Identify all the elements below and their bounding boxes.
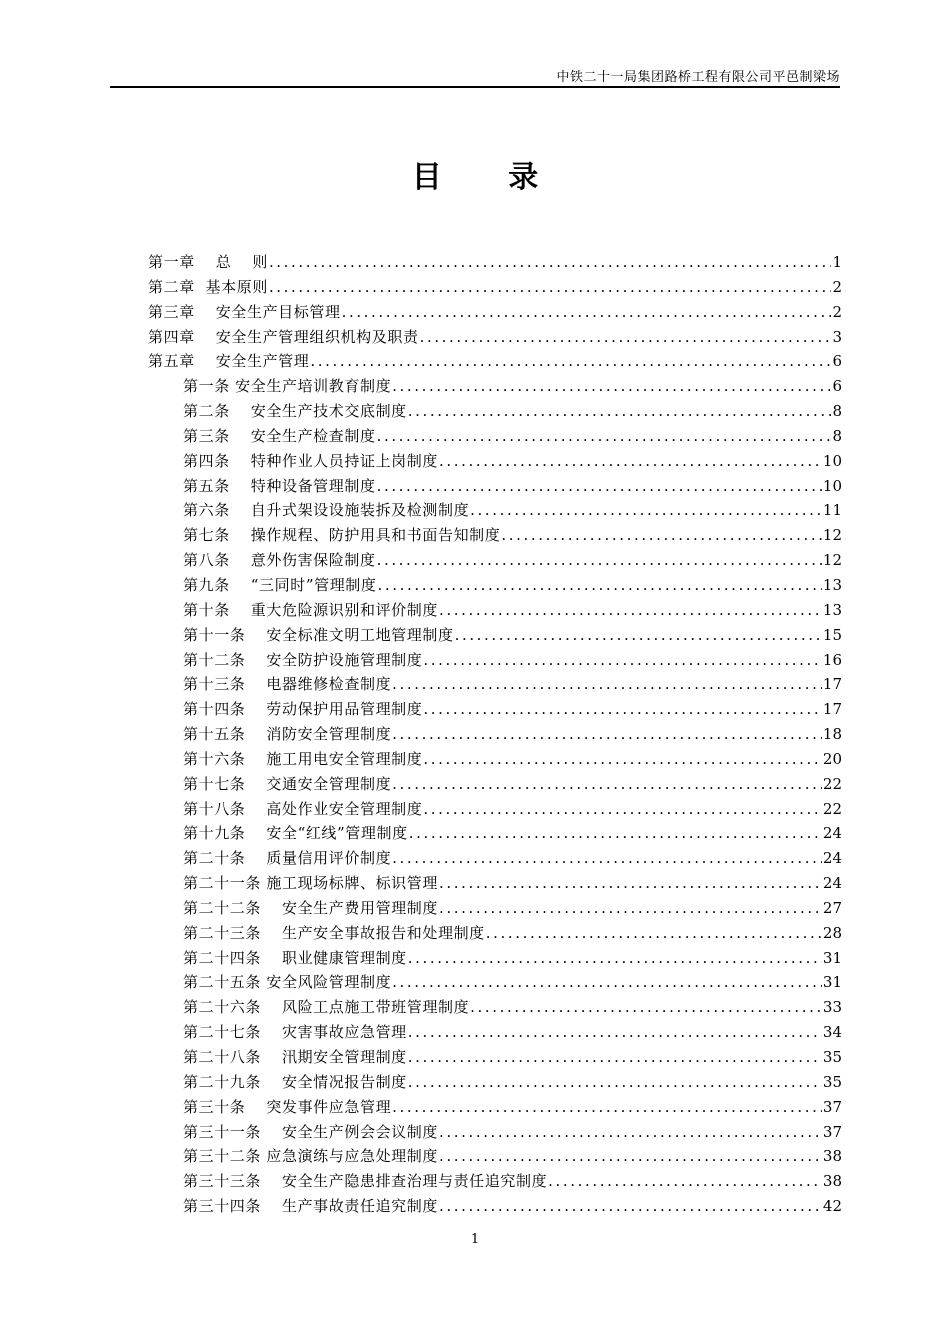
toc-entry-label: 第十条 重大危险源识别和评价制度 — [183, 600, 438, 619]
toc-entry-label: 第十四条 劳动保护用品管理制度 — [183, 700, 423, 719]
toc-entry-label: 第十二条 安全防护设施管理制度 — [183, 650, 423, 669]
toc-entry-page: 1 — [832, 253, 842, 271]
toc-entry[interactable] — [148, 673, 842, 698]
toc-entry-page: 22 — [822, 774, 842, 793]
toc-entry[interactable] — [148, 574, 842, 599]
toc-entry-page: 3 — [832, 327, 842, 346]
toc-entry[interactable] — [148, 748, 842, 773]
header-company-name: 中铁二十一局集团路桥工程有限公司平邑制梁场 — [556, 70, 840, 85]
toc-entry-label: 第十九条 安全“红线”管理制度 — [183, 824, 408, 843]
toc-entry-page: 37 — [822, 1122, 842, 1141]
toc-dot-leader — [470, 501, 822, 519]
toc-entry-label: 第三十四条 生产事故责任追究制度 — [183, 1197, 438, 1216]
toc-entry[interactable] — [148, 1046, 842, 1071]
toc-dot-leader — [377, 427, 832, 445]
toc-entry-page: 17 — [822, 700, 842, 719]
toc-entry-label: 第九条 “三同时”管理制度 — [183, 575, 377, 594]
toc-entry-label: 第十五条 消防安全管理制度 — [183, 725, 392, 744]
toc-dot-leader — [439, 601, 822, 619]
toc-entry-label: 第三十二条 应急演练与应急处理制度 — [183, 1147, 438, 1166]
toc-entry-label: 第三十条 突发事件应急管理 — [183, 1097, 392, 1116]
toc-dot-leader — [423, 700, 822, 718]
toc-dot-leader — [408, 402, 832, 420]
toc-entry[interactable] — [148, 624, 842, 649]
toc-entry[interactable] — [148, 301, 842, 326]
toc-dot-leader — [439, 1147, 822, 1165]
table-of-contents — [148, 251, 842, 1220]
toc-dot-leader — [269, 278, 832, 296]
toc-entry-label: 第五章 安全生产管理 — [148, 352, 310, 371]
toc-entry-page: 12 — [822, 551, 842, 570]
toc-entry-page: 12 — [822, 526, 842, 545]
toc-entry[interactable] — [148, 872, 842, 897]
toc-entry[interactable] — [148, 822, 842, 847]
toc-dot-leader — [439, 1123, 822, 1141]
toc-entry-page: 35 — [822, 1048, 842, 1066]
toc-entry-label: 第二十五条 安全风险管理制度 — [183, 973, 392, 992]
toc-entry-label: 第一章 总 则 — [148, 253, 268, 271]
toc-entry-label: 第六条 自升式架设设施装拆及检测制度 — [183, 501, 470, 520]
toc-entry-label: 第十一条 安全标准文明工地管理制度 — [183, 625, 454, 644]
toc-dot-leader — [392, 849, 822, 867]
toc-dot-leader — [423, 651, 822, 669]
toc-entry[interactable] — [148, 475, 842, 500]
toc-dot-leader — [377, 477, 822, 495]
toc-entry-label: 第二十一条 施工现场标牌、标识管理 — [183, 874, 438, 893]
toc-entry-label: 第三章 安全生产目标管理 — [148, 302, 341, 321]
toc-entry-label: 第二十八条 汛期安全管理制度 — [183, 1048, 407, 1066]
toc-entry[interactable] — [148, 698, 842, 723]
toc-entry[interactable] — [148, 1170, 842, 1195]
toc-entry[interactable] — [148, 251, 842, 276]
toc-entry-page: 24 — [822, 849, 842, 868]
toc-entry-label: 第二十三条 生产安全事故报告和处理制度 — [183, 923, 485, 942]
toc-entry-page: 24 — [822, 824, 842, 843]
toc-entry[interactable] — [148, 375, 842, 400]
toc-entry[interactable] — [148, 897, 842, 922]
toc-entry-page: 10 — [822, 476, 842, 495]
toc-dot-leader — [423, 800, 822, 818]
toc-entry-label: 第十七条 交通安全管理制度 — [183, 774, 392, 793]
toc-entry-label: 第一条 安全生产培训教育制度 — [183, 377, 392, 396]
toc-entry-page: 38 — [822, 1147, 842, 1166]
toc-dot-leader — [439, 1197, 822, 1215]
toc-entry[interactable] — [148, 1021, 842, 1046]
toc-entry-page: 15 — [822, 625, 842, 644]
toc-entry-page: 6 — [832, 352, 842, 371]
toc-dot-leader — [439, 874, 822, 892]
toc-entry[interactable] — [148, 947, 842, 972]
toc-entry-page: 13 — [822, 575, 842, 594]
toc-entry-label: 第十六条 施工用电安全管理制度 — [183, 749, 423, 768]
toc-entry[interactable] — [148, 425, 842, 450]
toc-entry-page: 6 — [832, 377, 842, 396]
toc-entry[interactable] — [148, 996, 842, 1021]
toc-entry-label: 第八条 意外伤害保险制度 — [183, 551, 376, 570]
toc-entry-label: 第七条 操作规程、防护用具和书面告知制度 — [183, 526, 501, 545]
toc-dot-leader — [377, 551, 822, 569]
toc-entry-page: 31 — [822, 948, 842, 967]
toc-entry[interactable] — [148, 971, 842, 996]
toc-entry-label: 第二十四条 职业健康管理制度 — [183, 948, 407, 967]
toc-dot-leader — [392, 1098, 822, 1116]
toc-entry[interactable] — [148, 1096, 842, 1121]
toc-entry-page: 37 — [822, 1097, 842, 1116]
toc-entry[interactable] — [148, 350, 842, 375]
toc-entry-label: 第二十九条 安全情况报告制度 — [183, 1072, 407, 1091]
toc-entry-page: 20 — [822, 749, 842, 768]
header-divider — [110, 86, 840, 88]
toc-dot-leader — [342, 303, 832, 321]
toc-entry-label: 第十三条 电器维修检查制度 — [183, 675, 392, 694]
toc-dot-leader — [392, 775, 822, 793]
toc-entry[interactable] — [148, 599, 842, 624]
toc-entry-label: 第三条 安全生产检查制度 — [183, 426, 376, 445]
toc-entry-label: 第四条 特种作业人员持证上岗制度 — [183, 451, 438, 470]
toc-entry-page: 24 — [822, 874, 842, 893]
toc-entry-label: 第二十六条 风险工点施工带班管理制度 — [183, 998, 470, 1017]
toc-dot-leader — [408, 1073, 822, 1091]
toc-entry[interactable] — [148, 1145, 842, 1170]
toc-entry[interactable] — [148, 723, 842, 748]
toc-entry-page: 38 — [822, 1172, 842, 1191]
toc-entry-page: 42 — [822, 1197, 842, 1216]
toc-dot-leader — [439, 899, 822, 917]
toc-entry-page: 13 — [822, 600, 842, 619]
toc-dot-leader — [392, 675, 822, 693]
toc-entry-page: 2 — [832, 277, 842, 296]
toc-entry[interactable] — [148, 798, 842, 823]
toc-entry-label: 第四章 安全生产管理组织机构及职责 — [148, 327, 419, 346]
toc-entry-page: 17 — [822, 675, 842, 694]
toc-entry[interactable] — [148, 276, 842, 301]
document-title: 目 录 — [411, 160, 567, 195]
toc-dot-leader — [439, 452, 822, 470]
toc-entry[interactable] — [148, 549, 842, 574]
toc-dot-leader — [310, 352, 831, 370]
toc-entry-label: 第十八条 高处作业安全管理制度 — [183, 799, 423, 818]
toc-dot-leader — [501, 526, 822, 544]
toc-entry-page: 27 — [822, 898, 842, 917]
toc-entry-label: 第二十二条 安全生产费用管理制度 — [183, 898, 438, 917]
toc-entry[interactable] — [148, 649, 842, 674]
toc-entry[interactable] — [148, 524, 842, 549]
toc-entry[interactable] — [148, 1071, 842, 1096]
toc-dot-leader — [470, 998, 822, 1016]
page-number: 1 — [470, 1232, 480, 1247]
toc-dot-leader — [408, 949, 822, 967]
toc-dot-leader — [408, 1023, 822, 1041]
toc-dot-leader — [420, 328, 832, 346]
toc-dot-leader — [269, 253, 832, 271]
toc-entry-page: 8 — [832, 402, 842, 421]
toc-entry-label: 第二章 基本原则 — [148, 277, 268, 296]
toc-dot-leader — [423, 750, 822, 768]
toc-dot-leader — [392, 725, 822, 743]
toc-entry-page: 34 — [822, 1023, 842, 1042]
toc-entry-label: 第二条 安全生产技术交底制度 — [183, 402, 407, 421]
toc-dot-leader — [408, 1048, 822, 1066]
toc-entry[interactable] — [148, 773, 842, 798]
toc-entry-page: 22 — [822, 799, 842, 818]
toc-entry-page: 35 — [822, 1072, 842, 1091]
toc-entry-page: 2 — [832, 302, 842, 321]
toc-entry-label: 第五条 特种设备管理制度 — [183, 476, 376, 495]
toc-entry[interactable] — [148, 326, 842, 351]
toc-entry-page: 16 — [822, 650, 842, 669]
toc-entry[interactable] — [148, 400, 842, 425]
toc-dot-leader — [392, 973, 822, 991]
toc-dot-leader — [455, 626, 822, 644]
toc-entry[interactable] — [148, 1121, 842, 1146]
toc-entry[interactable] — [148, 922, 842, 947]
toc-dot-leader — [409, 824, 822, 842]
toc-entry-page: 31 — [822, 973, 842, 992]
toc-dot-leader — [392, 377, 831, 395]
toc-entry-page: 11 — [822, 501, 842, 520]
toc-entry-label: 第三十一条 安全生产例会会议制度 — [183, 1122, 438, 1141]
toc-entry[interactable] — [148, 450, 842, 475]
toc-entry-page: 10 — [822, 451, 842, 470]
toc-entry-page: 33 — [822, 998, 842, 1017]
toc-entry[interactable] — [148, 847, 842, 872]
toc-entry-label: 第二十七条 灾害事故应急管理 — [183, 1023, 407, 1042]
toc-entry-page: 8 — [832, 426, 842, 445]
toc-entry-page: 28 — [822, 923, 842, 942]
toc-entry-page: 18 — [822, 725, 842, 744]
toc-entry-label: 第三十三条 安全生产隐患排查治理与责任追究制度 — [183, 1172, 548, 1191]
toc-entry[interactable] — [148, 1195, 842, 1220]
toc-dot-leader — [548, 1172, 822, 1190]
toc-dot-leader — [486, 924, 822, 942]
toc-dot-leader — [378, 576, 822, 594]
page-header — [110, 62, 840, 88]
toc-entry-label: 第二十条 质量信用评价制度 — [183, 849, 392, 868]
toc-entry[interactable] — [148, 499, 842, 524]
